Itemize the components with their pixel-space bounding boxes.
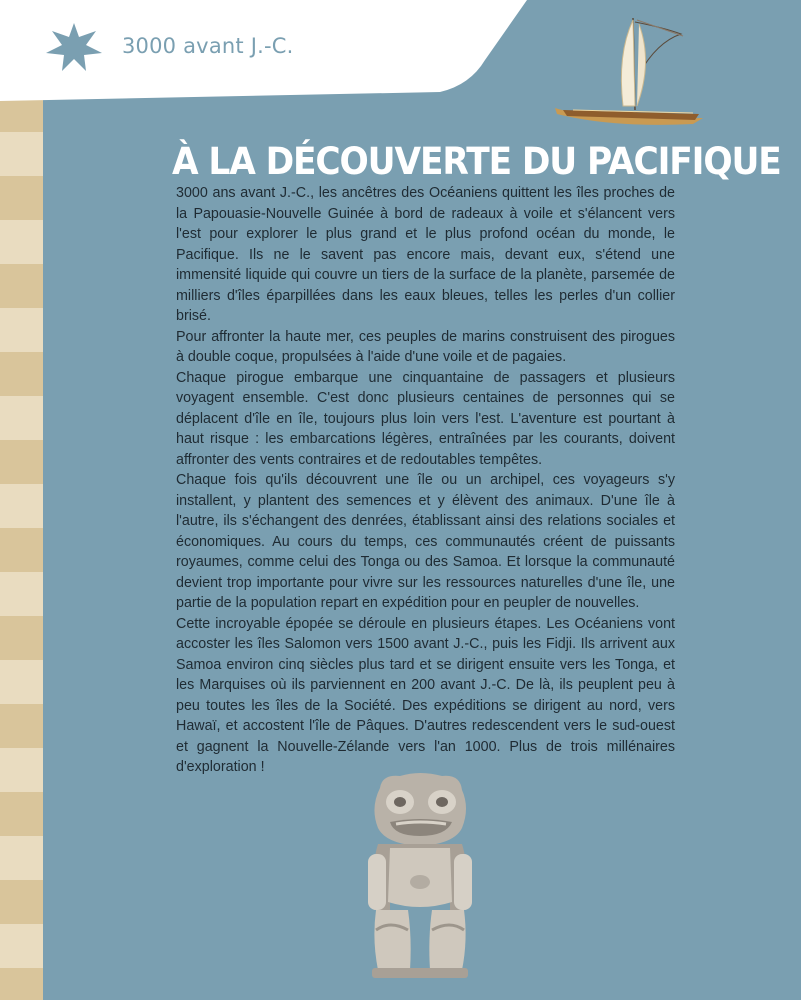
canoe-illustration — [553, 14, 705, 130]
paragraph: Chaque fois qu'ils découvrent une île ou un archipel, ces voyageurs s'y installent, y plantent des semences et y élèvent des animaux. D'une île à l'autre, ils s'échangent des denrées, établissant ainsi des relations sociales et économiques. Au cours du temps, ces communautés créent de puissants royaumes, comme celui des Tonga ou des Samoa. Et lorsque la communauté devient trop importante pour vivre sur les ressources naturelles d'une île, une partie de la population repart en expédition pour en peupler de nouvelles. — [176, 472, 675, 611]
star-icon — [44, 21, 104, 73]
tiki-statue-illustration — [350, 770, 490, 985]
paragraph: Pour affronter la haute mer, ces peuples de marins construisent des pirogues à double coque, propulsées à l'aide d'une voile et de pagaies. — [176, 328, 675, 365]
paragraph: Cette incroyable épopée se déroule en plusieurs étapes. Les Océaniens vont accoster les îles Salomon vers 1500 avant J.-C., puis les Fidji. Ils arrivent aux Samoa environ cinq siècles plus tard et se dirigent ensuite vers les Tonga, et les Marquises où ils parviennent en 200 avant J.-C. De là, ils peuplent peu à peu toutes les îles de la Société. Des expéditions se dirigent au nord, vers Hawaï, et accostent l'île de Pâques. D'autres redescendent vers le sud-ouest et gagnent la Nouvelle-Zélande vers l'an 1000. Plus de trois millénaires d'exploration ! — [176, 615, 675, 775]
page-title: À LA DÉCOUVERTE DU PACIFIQUE — [172, 140, 781, 183]
date-label: 3000 avant J.-C. — [122, 34, 294, 58]
decorative-side-stripes — [0, 0, 43, 1000]
paragraph: 3000 ans avant J.-C., les ancêtres des Océaniens quittent les îles proches de la Papouasie-Nouvelle Guinée à bord de radeaux à voile et s'élancent vers l'est pour explorer le plus grand et le plus profond océan du monde, le Pacifique. Ils ne le savent pas encore mais, devant eux, s'étend une immensité liquide qui couvre un tiers de la surface de la planète, parsemée de milliers d'îles éparpillées dans les eaux bleues, telles les perles d'un collier brisé. — [176, 185, 675, 324]
body-text — [176, 183, 675, 778]
paragraph: Chaque pirogue embarque une cinquantaine de passagers et plusieurs voyagent ensemble. C'est donc plusieurs centaines de personnes qui se déplacent d'île en île, toujours plus loin vers l'est. L'aventure est pourtant à haut risque : les embarcations légères, entraînées par les courants, doivent affronter des vents contraires et de redoutables tempêtes. — [176, 369, 675, 468]
